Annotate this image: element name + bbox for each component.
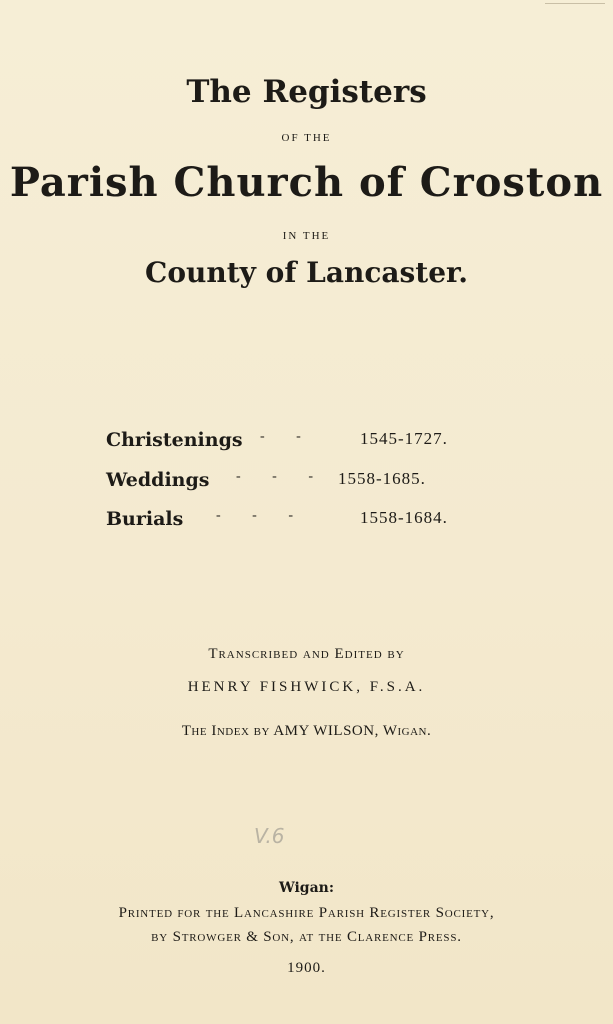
record-years: 1558-1684. [360,508,448,527]
pencil-annotation: V.6 [254,824,285,848]
record-years: 1558-1685. [338,469,426,488]
faint-library-stamp [462,390,476,650]
title-in-the: IN THE [282,230,331,242]
record-years: 1545-1727. [360,429,448,448]
corner-rule [545,0,605,4]
credit-index: The Index by AMY WILSON, Wigan. [181,723,432,739]
record-dashes: - - - [236,469,327,484]
imprint-year: 1900. [287,960,326,976]
imprint-printer-line2: by Strowger & Son, at the Clarence Press. [151,929,462,945]
record-name: Burials [106,508,184,530]
record-weddings [0,469,613,499]
title-the-registers: The Registers [186,74,427,110]
title-of-the: OF THE [281,132,332,144]
record-name: Weddings [106,469,210,491]
record-dashes: - - - [216,508,307,523]
title-parish-church: Parish Church of Croston [9,159,604,206]
imprint-printer-line1: Printed for the Lancashire Parish Register Society, [118,905,495,921]
record-christenings [0,429,613,459]
record-dashes: - - [260,429,315,444]
credit-editor: HENRY FISHWICK, F.S.A. [187,679,426,695]
title-county: County of Lancaster. [145,256,468,289]
credit-transcribed: Transcribed and Edited by [208,646,405,662]
record-name: Christenings [106,429,243,451]
imprint-place: Wigan: [278,880,334,896]
record-burials [0,508,613,538]
